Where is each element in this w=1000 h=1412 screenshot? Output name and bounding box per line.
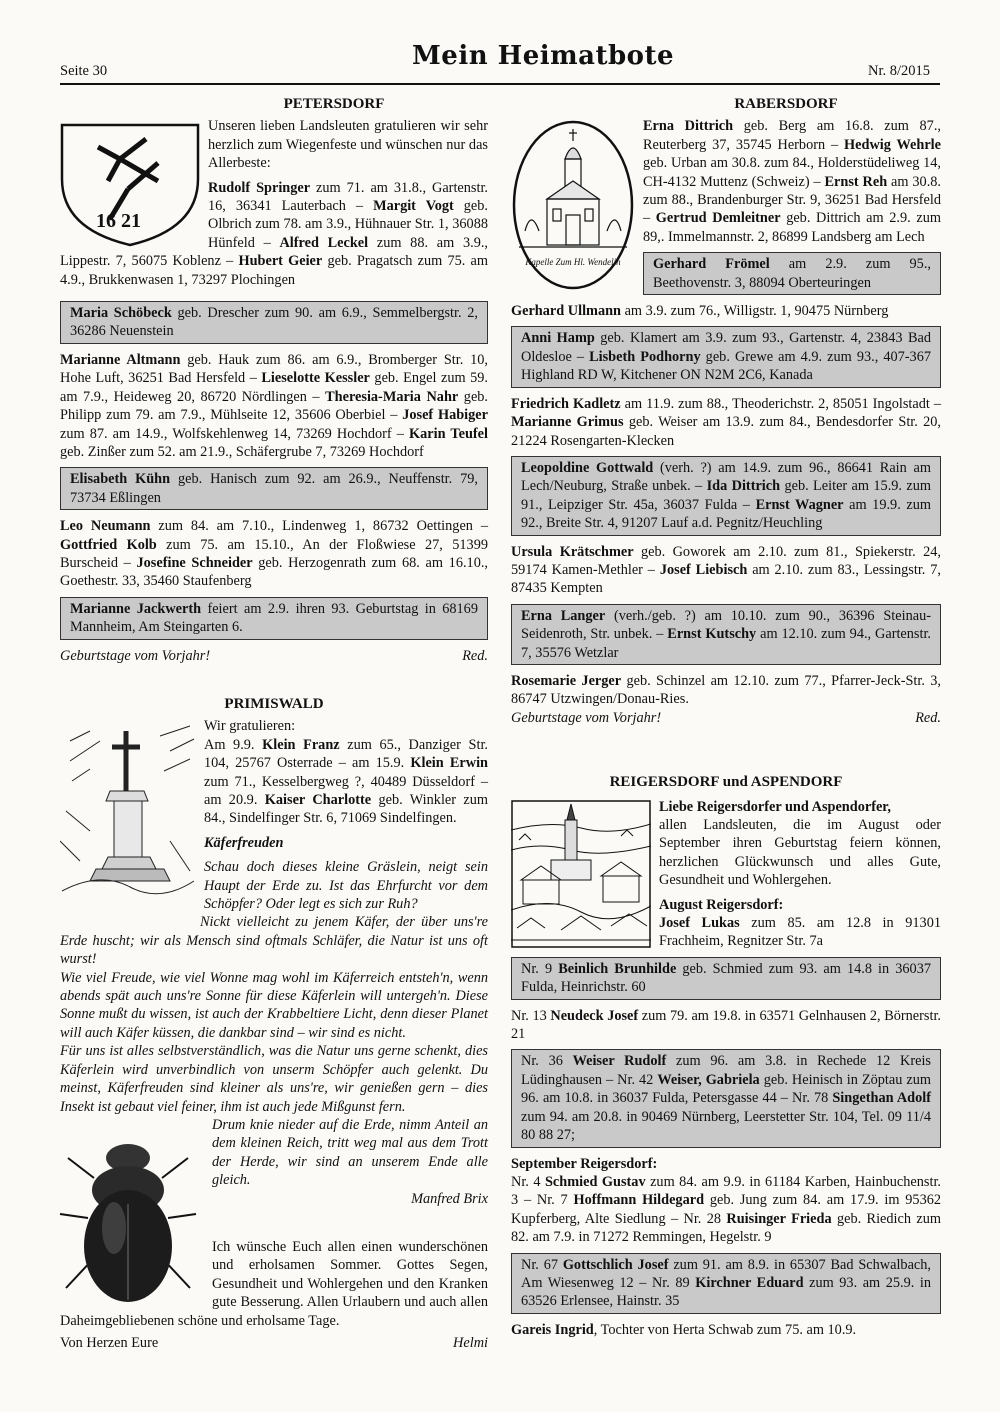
entry-details: Am 9.9.	[204, 736, 263, 753]
section-title-reigersdorf: REIGERSDORF und ASPENDORF	[609, 774, 843, 791]
entry-details: am 2.10. zum 83., Lessingstr. 7, 87435 Kempten	[511, 561, 941, 597]
header-rule	[60, 83, 940, 85]
person-name: Erna Langer	[521, 607, 606, 624]
entry-details: geb. Philipp zum 79. am 7.9., Mühlseite 12, 35606 Oberbiel –	[60, 388, 489, 424]
person-name: Erna Dittrich	[643, 118, 734, 135]
entry-details: (verh./geb. ?) am 10.10. zum 90., 36396 Steinau-Seidenroth, Str. unbek. –	[521, 607, 931, 643]
entry-details: geb. Schmied zum 93. am 14.8 in 36037 Fulda, Heinrichstr. 60	[521, 960, 931, 996]
person-name: Kirchner Eduard	[695, 1274, 804, 1291]
person-name: Leopoldine Gottwald	[521, 459, 654, 476]
entry-details: geb. Engel zum 59. am 7.9., Heideweg 20, 86720 Nördlingen –	[60, 370, 488, 405]
reigersdorf-list-2	[511, 1173, 941, 1247]
rabersdorf-note: Geburtstage vom Vorjahr!	[511, 709, 662, 726]
entry-details: Nr. 9	[521, 960, 559, 977]
poem-stanza-4: Für uns ist alles selbstverständlich, was die Natur uns gerne schenkt, dies Käferlein wird unverbindlich von unserm Schöpfer auch gelenkt. Du meinst, Käferfreuden sind kleiner als uns're, wir genießen gern – dies Insekt ist gebaut viel feiner, ihm ist auch jede Mißgunst fern.	[60, 1043, 488, 1115]
person-name: Maria Schöbeck	[70, 305, 172, 322]
person-name: Gerhard Frömel	[653, 256, 770, 273]
reigersdorf-greeting-bold: Liebe Reigersdorfer und Aspendorfer,	[659, 798, 891, 815]
entry-details: zum 79. am 19.8. in 63571 Gelnhausen 2, Börnerstr. 21	[511, 1007, 941, 1043]
entry-details: zum 65., Danziger Str. 104, 25767 Osterrade – am 15.9.	[204, 736, 488, 772]
entry-details: geb. Hanisch zum 92. am 26.9., Neuffenstr. 79, 73734 Eßlingen	[70, 471, 478, 506]
person-name: Josef Habiger	[402, 407, 488, 424]
petersdorf-note: Geburtstage vom Vorjahr!	[60, 647, 211, 664]
entry-details: (verh. ?) am 14.9. zum 96., 86641 Rain am Lech/Neuburg, Straße unbek. –	[521, 459, 931, 495]
entry-details: geb. Goworek am 2.10. zum 81., Spiekerstr. 24, 59174 Kamen-Methler –	[511, 543, 942, 578]
petersdorf-list-3	[60, 517, 488, 591]
entry-details: zum 75. am 15.10., An der Floßwiese 27, 51399 Burscheid –	[60, 536, 488, 571]
person-name: Hoffmann Hildegard	[573, 1192, 705, 1209]
poem-author: Manfred Brix	[411, 1190, 488, 1207]
person-name: Ernst Wagner	[755, 496, 844, 513]
rabersdorf-list-3	[511, 395, 941, 450]
section-title-primiswald: PRIMISWALD	[224, 695, 324, 712]
entry-details: geb. Winkler zum 84., Sindelfinger Str. 6, 71069 Sindelfingen.	[204, 792, 488, 827]
entry-details: geb. Urban am 30.8. zum 84., Holderstüdeliweg 14, CH-4132 Muttenz (Schweiz) –	[643, 155, 941, 190]
left-column	[60, 95, 488, 1352]
person-name: Ursula Krätschmer	[511, 543, 634, 560]
entry-details: zum 85. am 12.8 in 91301 Frachheim, Regnitzer Str. 7a	[659, 915, 941, 950]
section-title-petersdorf: PETERSDORF	[283, 96, 385, 112]
entry-details: geb. Heinisch in Zöptau zum 96. am 10.8. in 36037 Fulda, Petersgasse 44 – Nr. 78	[521, 1071, 931, 1107]
entry-details: zum 93. am 25.9. in 63526 Erlensee, Hainstr. 35	[521, 1274, 931, 1310]
rabersdorf-box-1	[643, 252, 941, 295]
person-name: Gottfried Kolb	[60, 536, 157, 553]
entry-details: am 30.8. zum 88., Brandenburger Str. 9, 36251 Bad Hersfeld –	[643, 173, 941, 227]
poem-title: Käferfreuden	[204, 834, 284, 851]
august-heading: August Reigersdorf:	[659, 896, 784, 913]
person-name: Elisabeth Kühn	[70, 471, 171, 488]
person-name: Ernst Reh	[824, 173, 888, 190]
person-name: Klein Erwin	[410, 755, 488, 772]
entry-details: geb. Dittrich am 2.9. zum 89,. Immelmannstr. 2, 86899 Landsberg am Lech	[643, 210, 941, 245]
entry-details: geb. Drescher zum 90. am 6.9., Semmelbergstr. 2, 36286 Neuenstein	[70, 305, 478, 340]
entry-details: geb. Schinzel am 12.10. zum 77., Pfarrer-Jeck-Str. 3, 86747 Utzwingen/Donau-Ries.	[511, 672, 942, 708]
entry-details: am 12.10. zum 94., Gartenstr. 7, 35576 Wetzlar	[521, 626, 932, 661]
wayside-cross-icon	[60, 721, 196, 899]
petersdorf-box-2	[60, 467, 488, 510]
petersdorf-list-2	[60, 351, 488, 461]
section-primiswald	[60, 695, 488, 1352]
entry-details: Nr. 36	[521, 1053, 573, 1070]
person-name: Ruisinger Frieda	[726, 1210, 832, 1227]
petersdorf-box-1	[60, 301, 488, 344]
person-name: Lieselotte Kessler	[261, 370, 370, 387]
petersdorf-crest-icon	[58, 119, 206, 249]
petersdorf-intro: Unseren lieben Landsleuten gratulieren wir sehr herzlich zum Wiegenfeste und wünschen nur das Allerbeste:	[208, 118, 488, 172]
person-name: Gerhard Ullmann	[511, 303, 622, 320]
person-name: Rosemarie Jerger	[511, 672, 622, 689]
primiswald-intro: Wir gratulieren:	[204, 718, 296, 735]
rabersdorf-list-4	[511, 543, 941, 598]
reigersdorf-box-3	[511, 1253, 941, 1314]
primiswald-closing: Ich wünsche Euch allen einen wunderschönen und erholsamen Sommer. Gottes Segen, Gesundheit und Wohlergehen und den Kranken gute Besserung. Allen Urlaubern und auch allen Daheimgebliebenen schöne und erholsame Tage.	[60, 1238, 488, 1329]
entry-details: am 2.9. zum 95., Beethovenstr. 3, 88094 Oberteuringen	[653, 256, 931, 291]
beetle-icon	[54, 1118, 202, 1308]
person-name: Singethan Adolf	[832, 1090, 931, 1107]
person-name: Karin Teufel	[409, 425, 488, 442]
entry-details: geb. Pragatsch zum 75. am 4.9., Brukkenwasen 1, 73297 Plochingen	[60, 253, 488, 288]
rabersdorf-footer	[511, 709, 941, 727]
person-name: Kaiser Charlotte	[264, 792, 372, 808]
person-name: Marianne Jackwerth	[70, 600, 202, 617]
reigersdorf-box-2	[511, 1049, 941, 1147]
sign-right: Helmi	[453, 1334, 488, 1351]
entry-details: am 19.9. zum 92., Breite Str. 4, 91207 Lauf a.d. Pegnitz/Heuchling	[521, 496, 931, 532]
person-name: Ida Dittrich	[706, 478, 781, 495]
entry-details: am 11.9. zum 88., Theoderichstr. 2, 85051 Ingolstadt –	[620, 395, 941, 412]
entry-details: zum 84. am 9.9. in 61184 Karben, Hainbuchenstr. 3 – Nr. 7	[511, 1173, 941, 1209]
person-name: Rudolf Springer	[208, 179, 311, 196]
person-name: Alfred Leckel	[279, 234, 369, 251]
person-name: Josef Lukas	[659, 915, 740, 932]
person-name: Marianne Grimus	[511, 414, 624, 431]
section-reigersdorf	[511, 773, 941, 1339]
reigersdorf-box-1	[511, 957, 941, 1000]
issue-number: Nr. 8/2015	[868, 63, 931, 79]
rabersdorf-red: Red.	[915, 709, 941, 726]
person-name: Leo Neumann	[60, 518, 151, 535]
right-column	[511, 95, 941, 1339]
entry-details: geb. Zinßer zum 52. am 21.9., Schäfergrube 7, 73269 Hochdorf	[60, 443, 424, 460]
person-name: Gottschlich Josef	[562, 1256, 669, 1273]
rabersdorf-box-3	[511, 456, 941, 536]
entry-details: Nr. 13	[511, 1007, 551, 1024]
person-name: Josef Liebisch	[659, 561, 748, 578]
village-drawing-icon	[511, 800, 651, 948]
reigersdorf-greeting: allen Landsleuten, die im August oder September ihren Geburtstag feiern können, herzlichen Glückwunsch und alles Gute, Gesundheit und Wohlergehen.	[659, 817, 941, 889]
primiswald-signature	[60, 1334, 488, 1352]
entry-details: am 3.9. zum 76., Willigstr. 1, 90475 Nürnberg	[621, 303, 889, 320]
entry-details: zum 84. am 7.10., Lindenweg 1, 86732 Oettingen –	[150, 518, 488, 535]
section-rabersdorf	[511, 95, 941, 727]
petersdorf-footer	[60, 647, 488, 665]
person-name: Margit Vogt	[373, 198, 454, 215]
poem-stanza-2: Nickt vielleicht zu jenem Käfer, der über uns're Erde huscht; wir als Mensch sind oftmals Schläfer, die Natur ist uns oft wurst!	[60, 914, 488, 968]
entry-details: geb. Grewe am 4.9. zum 93., 407-367 Highland RD W, Kitchener ON N2M 2C6, Kanada	[521, 348, 931, 384]
person-name: Friedrich Kadletz	[511, 395, 621, 412]
entry-details: geb. Hauk zum 86. am 6.9., Bromberger Str. 10, Hohe Luft, 36251 Bad Hersfeld –	[60, 351, 488, 387]
person-name: Hedwig Wehrle	[844, 136, 941, 153]
person-name: Beinlich Brunhilde	[558, 960, 677, 977]
entry-details: geb. Weiser am 13.9. zum 84., Bendesdorfer Str. 20, 21224 Rosengarten-Klecken	[511, 414, 942, 449]
poem-stanza-5: Drum knie nieder auf die Erde, nimm Anteil an dem kleinen Reich, tritt weg mal aus dem Trott der Herde, wir sind an unserem Ende alle gleich.	[212, 1116, 488, 1189]
entry-details: geb. Leiter am 15.9. zum 91., Leipziger Str. 45a, 36037 Fulda –	[521, 478, 931, 513]
chapel-caption: Kapelle Zum Hl. Wendelin	[525, 257, 621, 268]
person-name: Marianne Altmann	[60, 351, 181, 368]
reigersdorf-list-3	[511, 1321, 941, 1339]
crest-year: 16 21	[96, 210, 141, 233]
person-name: Josefine Schneider	[136, 554, 253, 571]
entry-details: zum 88. am 3.9., Lippestr. 7, 56075 Koblenz –	[60, 234, 488, 270]
person-name: Lisbeth Podhorny	[589, 348, 701, 365]
entry-details: feiert am 2.9. ihren 93. Geburtstag in 68169 Mannheim, Am Steingarten 6.	[70, 600, 478, 636]
person-name: Weiser, Gabriela	[657, 1071, 760, 1088]
rabersdorf-list-2	[511, 302, 941, 320]
person-name: Gertrud Demleitner	[655, 210, 781, 227]
entry-details: , Tochter von Herta Schwab zum 75. am 10.9.	[593, 1321, 857, 1338]
person-name: Neudeck Josef	[550, 1007, 639, 1024]
entry-details: geb. Herzogenrath zum 68. am 16.10., Goethestr. 33, 35460 Staufenberg	[60, 554, 488, 590]
page-number: Seite 30	[60, 63, 108, 79]
poem-stanza-3: Wie viel Freude, wie viel Wonne mag wohl im Käferreich entsteh'n, wenn abends spät auch uns're Sonne für diese Käferlein will untergeh'n. Diese Sonne mußt du wissen, ist auch der Krabbeltiere Licht, denn dieser Planet will auch Käfer küssen, die dankbar sind – wir sind es nicht.	[60, 969, 488, 1041]
person-name: Klein Franz	[262, 736, 340, 753]
entry-details: geb. Olbrich zum 78. am 3.9., Hühnauer Str. 1, 36088 Hünfeld –	[208, 198, 488, 251]
entry-details: geb. Jung zum 84. am 17.9. im 95362 Kupferberg, Alte Siedlung – Nr. 28	[511, 1192, 942, 1227]
entry-details: zum 87. am 14.9., Wolfskehlenweg 14, 73269 Hochdorf –	[60, 425, 410, 442]
poem-stanza-1: Schau doch dieses kleine Gräslein, neigt sein Haupt der Erde zu. Ist das Ehrfurcht vor dem Schöpfer? Oder legt es sich zur Ruh?	[204, 859, 488, 913]
person-name: Hubert Geier	[238, 253, 323, 270]
person-name: Anni Hamp	[521, 330, 595, 347]
entry-details: zum 71., Kesselbergweg ?, 40489 Düsseldorf – am 20.9.	[204, 773, 488, 808]
entry-details: zum 94. am 20.8. in 90469 Nürnberg, Leerstetter Str. 104, Tel. 09 11/4 80 88 27;	[521, 1108, 931, 1144]
section-title-rabersdorf: RABERSDORF	[734, 96, 838, 112]
petersdorf-box-3	[60, 597, 488, 640]
sign-left: Von Herzen Eure	[60, 1334, 159, 1351]
section-petersdorf	[60, 95, 488, 665]
entry-details: geb. Berg am 16.8. zum 87., Reuterberg 37, 35745 Herborn –	[643, 118, 941, 153]
entry-details: zum 91. am 8.9. in 65307 Bad Schwalbach, Am Wiesenweg 12 – Nr. 89	[521, 1256, 931, 1291]
entry-details: geb. Klamert am 3.9. zum 93., Gartenstr. 4, 23843 Bad Oldesloe –	[521, 330, 932, 365]
petersdorf-red: Red.	[462, 647, 488, 664]
entry-details: Nr. 67	[521, 1256, 563, 1273]
person-name: Theresia-Maria Nahr	[325, 388, 459, 405]
masthead-logo: Mein Heimatbote	[412, 41, 675, 71]
entry-details: zum 96. am 3.8. in Rechede 12 Kreis Lüdinghausen – Nr. 42	[521, 1053, 931, 1088]
rabersdorf-box-4	[511, 604, 941, 665]
reigersdorf-list-1	[511, 1007, 941, 1044]
person-name: Schmied Gustav	[544, 1173, 646, 1190]
entry-details: zum 71. am 31.8., Gartenstr. 16, 36341 Lauterbach –	[208, 179, 488, 215]
entry-details: geb. Riedich zum 82. am 7.9. in 71272 Remmingen, Hegelstr. 9	[511, 1210, 941, 1246]
rabersdorf-list-5	[511, 672, 941, 709]
chapel-icon	[511, 119, 635, 291]
person-name: Weiser Rudolf	[572, 1053, 667, 1070]
september-heading: September Reigersdorf:	[511, 1155, 658, 1172]
entry-details: Nr. 4	[511, 1173, 545, 1190]
rabersdorf-box-2	[511, 326, 941, 387]
person-name: Gareis Ingrid	[511, 1321, 594, 1338]
person-name: Ernst Kutschy	[667, 626, 757, 643]
